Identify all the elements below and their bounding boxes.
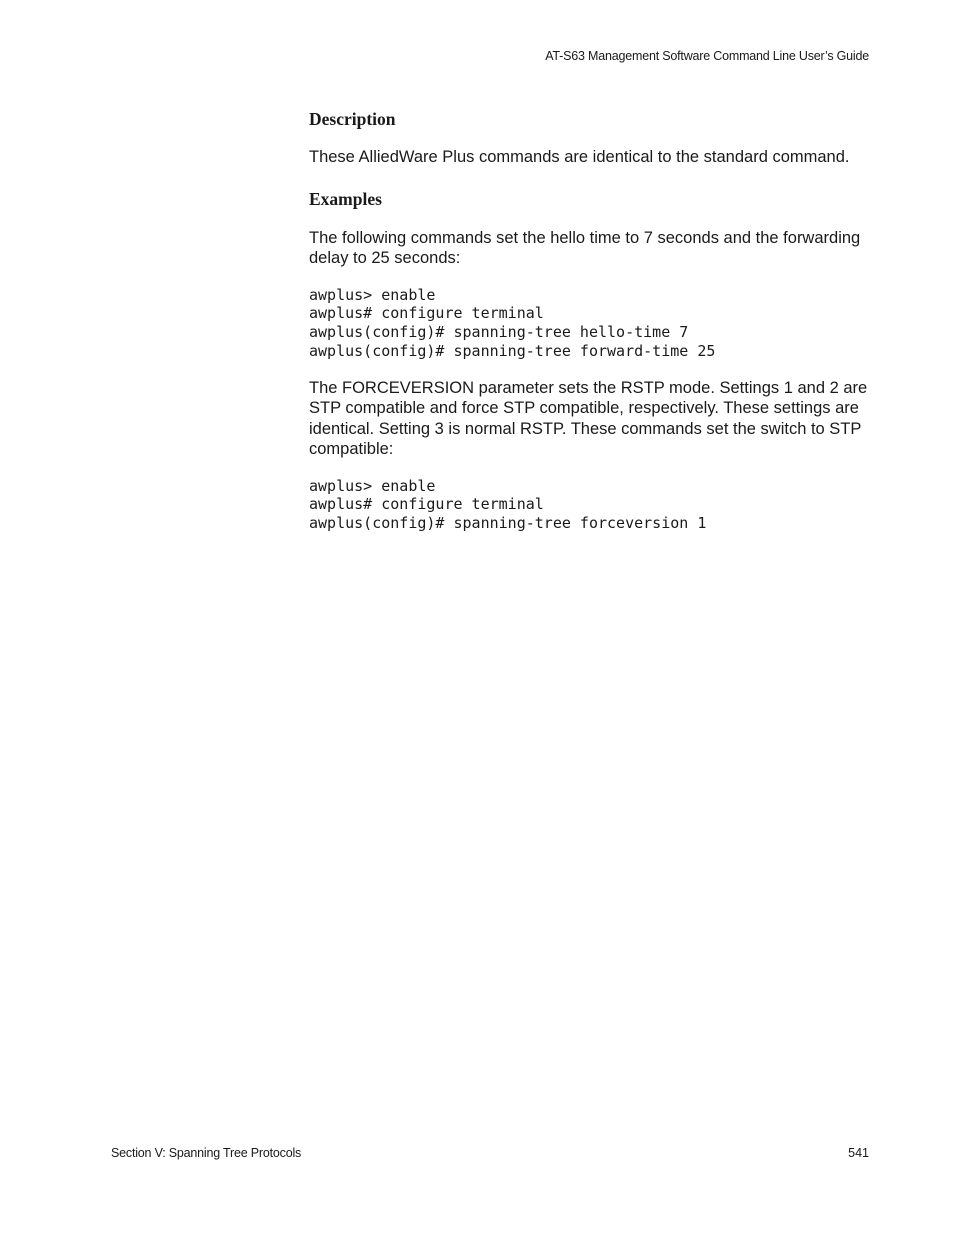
- description-heading: Description: [309, 109, 396, 129]
- code-block-1: [309, 286, 879, 361]
- examples-intro-1: The following commands set the hello time to 7 seconds and the forwarding delay to 25 seconds:: [309, 228, 861, 267]
- code-line: awplus> enable: [309, 285, 436, 304]
- examples-intro-2: The FORCEVERSION parameter sets the RSTP mode. Settings 1 and 2 are STP compatible and force STP compatible, respectively. These settings are identical. Setting 3 is normal RSTP. These commands set the switch to STP compatible:: [309, 378, 868, 459]
- code-line: awplus# configure terminal: [309, 304, 544, 323]
- code-line: awplus(config)# spanning-tree forward-time 25: [309, 341, 716, 360]
- running-header: AT-S63 Management Software Command Line User’s Guide: [545, 49, 869, 63]
- code-line: awplus(config)# spanning-tree hello-time 7: [309, 323, 689, 342]
- code-block-2: [309, 477, 879, 533]
- page-content: [309, 108, 879, 533]
- footer-section-title: Section V: Spanning Tree Protocols: [111, 1146, 302, 1160]
- code-line: awplus# configure terminal: [309, 495, 544, 514]
- examples-heading: Examples: [309, 188, 382, 209]
- description-text: These AlliedWare Plus commands are identical to the standard command.: [309, 148, 850, 166]
- page-number: 541: [848, 1146, 869, 1160]
- code-line: awplus(config)# spanning-tree forceversion 1: [309, 514, 707, 533]
- code-line: awplus> enable: [309, 476, 436, 495]
